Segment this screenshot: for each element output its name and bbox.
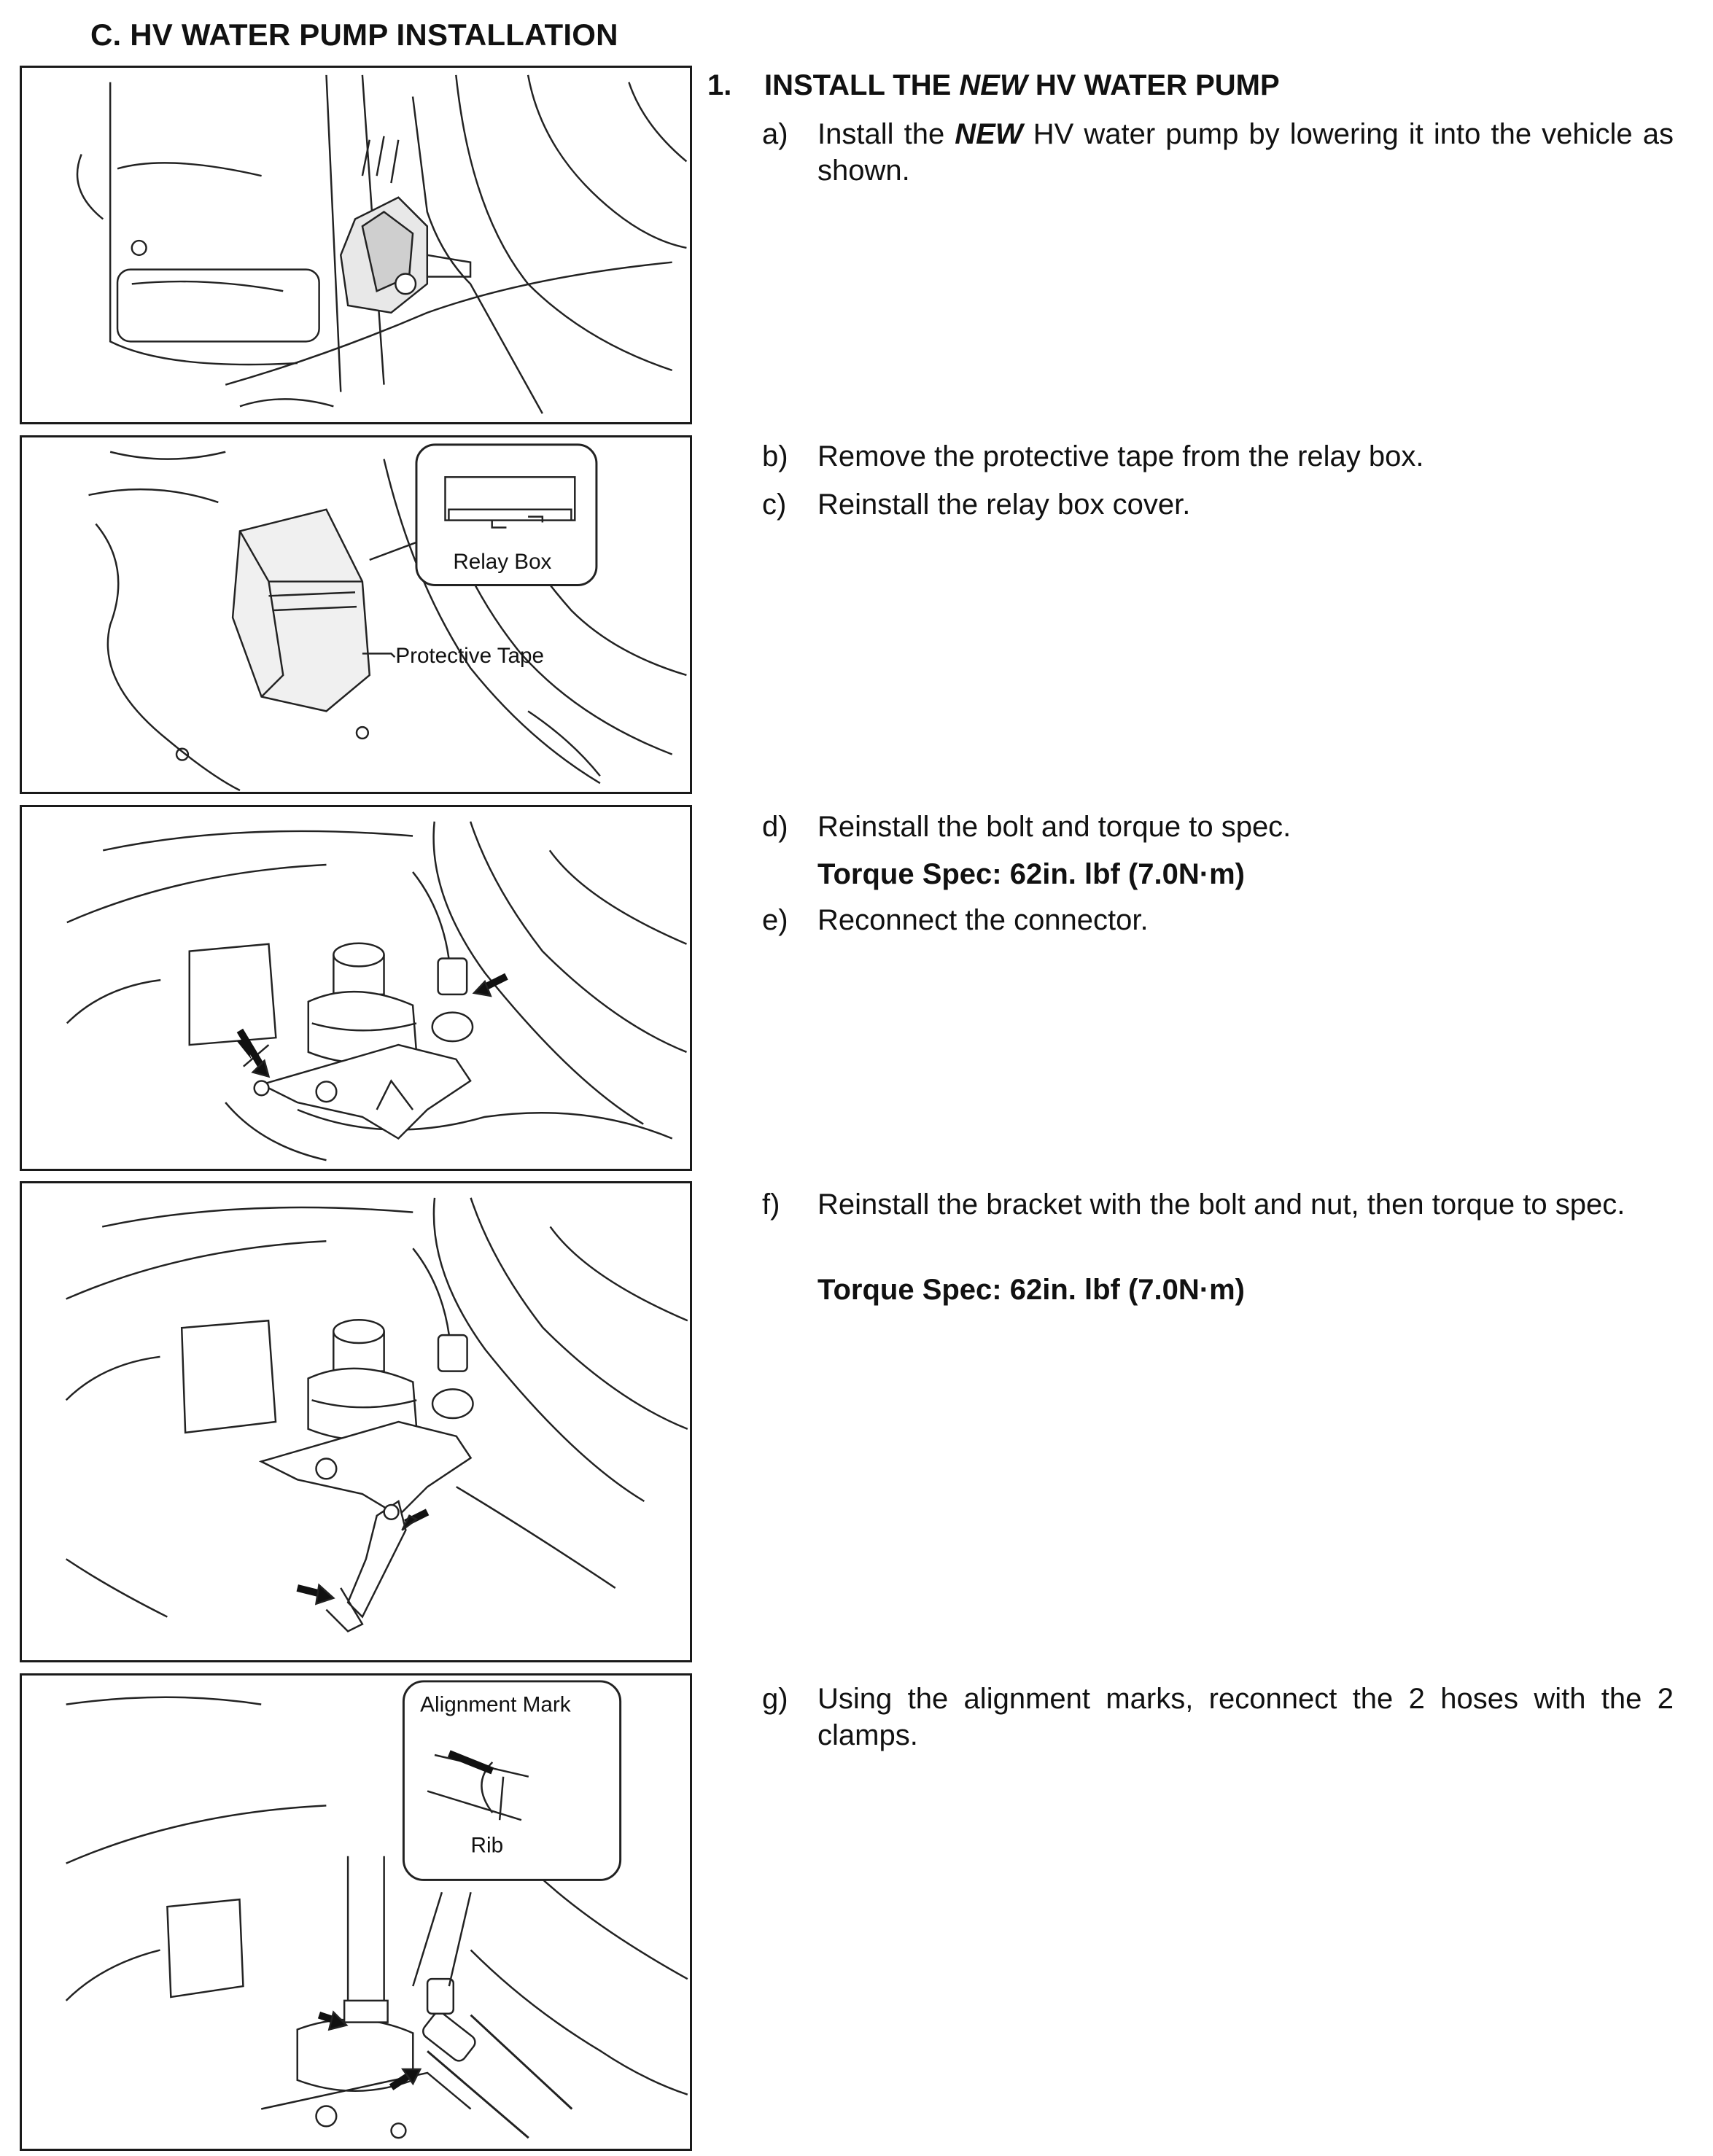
figure-bolt-connector [20,805,692,1171]
substep-d-torque: Torque Spec: 62in. lbf (7.0N·m) [817,858,1245,890]
pump-lowering-illustration [22,68,690,422]
relay-box-label: Relay Box [453,549,552,574]
figure-bracket [20,1181,692,1662]
relay-box-illustration [22,437,690,792]
substep-b-text: Remove the protective tape from the relay box. [817,440,1424,472]
substep-f [762,1186,1674,1223]
step-1-title [707,69,1280,102]
substep-g-text: Using the alignment marks, reconnect the 2 hoses with the 2 clamps. [817,1683,1674,1751]
rib-label: Rib [470,1833,504,1858]
step-1-title-em: NEW [959,69,1028,101]
section-title: C. HV WATER PUMP INSTALLATION [90,17,618,52]
step-1-title-post: HV WATER PUMP [1027,69,1280,101]
substep-c [762,486,1674,523]
protective-tape-label: Protective Tape [395,644,545,669]
substep-d [762,809,1674,845]
figure-hoses-clamps [20,1673,692,2151]
substep-e-text: Reconnect the connector. [817,904,1149,936]
bolt-connector-illustration [22,807,690,1169]
substep-g-letter: g) [762,1683,788,1715]
substep-b [762,438,1674,475]
hoses-clamps-illustration [22,1676,690,2149]
step-1-number: 1. [707,69,732,101]
substep-f-text: Reinstall the bracket with the bolt and nut, then torque to spec. [817,1188,1625,1221]
substep-f-torque: Torque Spec: 62in. lbf (7.0N·m) [817,1274,1245,1306]
substep-e-letter: e) [762,904,788,936]
substep-c-text: Reinstall the relay box cover. [817,489,1191,521]
step-1-title-pre: INSTALL THE [764,69,960,101]
substep-f-letter: f) [762,1188,780,1221]
substep-d-text: Reinstall the bolt and torque to spec. [817,811,1291,843]
substep-a [762,116,1674,189]
figure-relay-box [20,435,692,794]
bracket-illustration [22,1183,690,1660]
substep-a-letter: a) [762,118,788,150]
alignment-mark-label: Alignment Mark [420,1692,571,1717]
substep-d-letter: d) [762,811,788,843]
substep-b-letter: b) [762,440,788,472]
figure-pump-lowering [20,66,692,424]
substep-c-letter: c) [762,489,787,521]
substep-e [762,902,1674,938]
substep-a-text: Install the NEW HV water pump by lowering it into the vehicle as shown. [817,118,1674,187]
substep-a-em: NEW [955,118,1023,150]
substep-g [762,1681,1674,1754]
